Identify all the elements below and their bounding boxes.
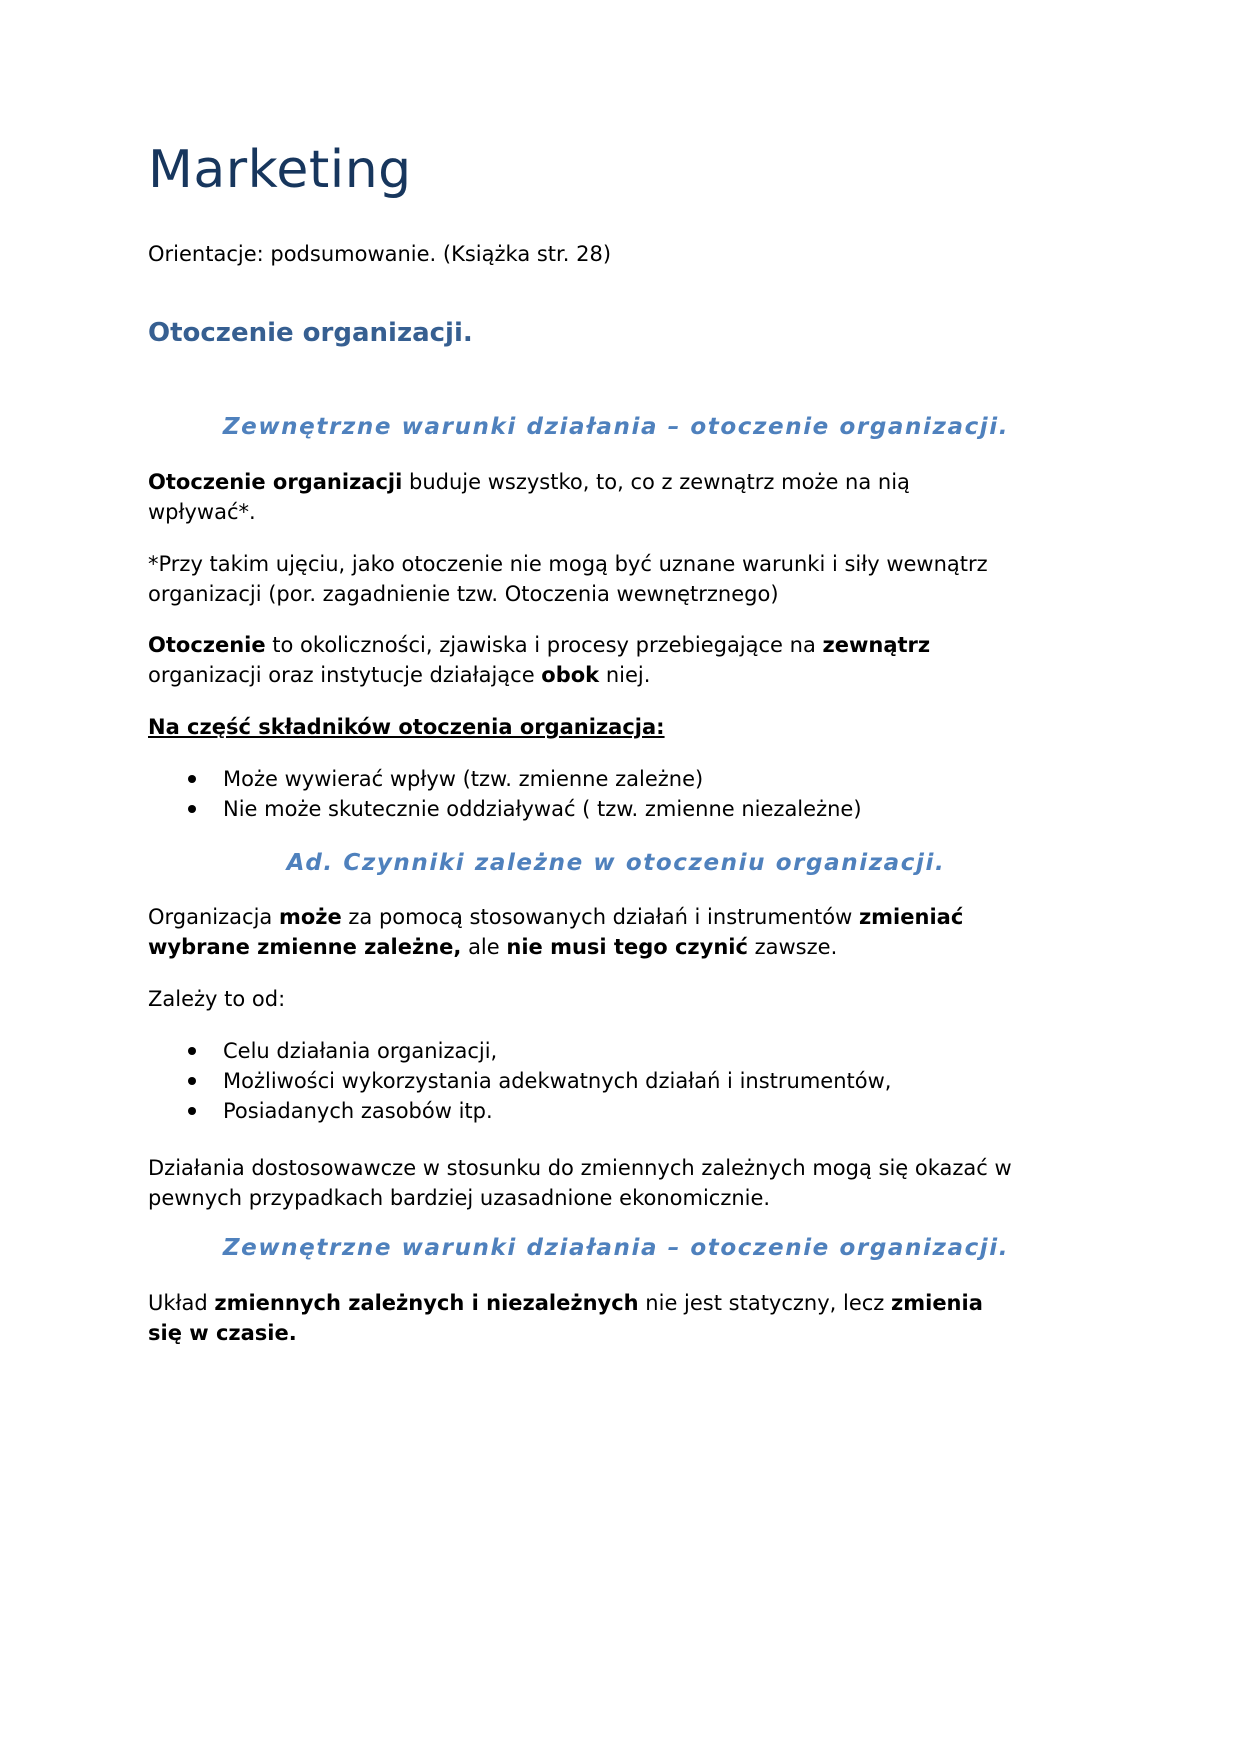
paragraph-note: *Przy takim ujęciu, jako otoczenie nie mogą być uznane warunki i siły wewnątrz organizacji (por. zagadnienie tzw. Otoczenia wewnętrznego) xyxy=(148,552,988,606)
section-heading: Otoczenie organizacji. xyxy=(148,318,473,348)
bullet-icon xyxy=(188,1107,196,1115)
document-title: Marketing xyxy=(148,140,412,200)
list-heading: Na część składników otoczenia organizacja: xyxy=(148,715,665,739)
bullet-icon xyxy=(188,1077,196,1085)
list-item: Celu działania organizacji, xyxy=(148,1036,891,1066)
list-item: Nie może skutecznie oddziaływać ( tzw. zmienne niezależne) xyxy=(148,794,862,824)
bullet-icon xyxy=(188,1047,196,1055)
bullet-list-influence xyxy=(148,764,862,824)
subheading-external-conditions: Zewnętrzne warunki działania – otoczenie organizacji. xyxy=(222,414,1010,440)
bullet-list-depends-on xyxy=(148,1036,891,1126)
paragraph-depends: Zależy to od: xyxy=(148,987,286,1011)
paragraph-adaptive-actions: Działania dostosowawcze w stosunku do zmiennych zależnych mogą się okazać w pewnych przypadkach bardziej uzasadnione ekonomicznie. xyxy=(148,1156,1012,1210)
paragraph-variables: Układ zmiennych zależnych i niezależnych nie jest statyczny, lecz zmienia się w czasie. xyxy=(148,1291,983,1345)
list-item: Możliwości wykorzystania adekwatnych działań i instrumentów, xyxy=(148,1066,891,1096)
subheading-external-conditions-2: Zewnętrzne warunki działania – otoczenie organizacji. xyxy=(222,1235,1010,1261)
bullet-icon xyxy=(188,775,196,783)
subheading-dependent-factors: Ad. Czynniki zależne w otoczeniu organizacji. xyxy=(286,850,946,876)
paragraph-environment: Otoczenie to okoliczności, zjawiska i procesy przebiegające na zewnątrz organizacji oraz instytucje działające obok niej. xyxy=(148,633,931,687)
list-item: Może wywierać wpływ (tzw. zmienne zależne) xyxy=(148,764,862,794)
paragraph-organization: Organizacja może za pomocą stosowanych działań i instrumentów zmieniać wybrane zmienne zależne, ale nie musi tego czynić zawsze. xyxy=(148,905,964,959)
list-item: Posiadanych zasobów itp. xyxy=(148,1096,891,1126)
intro-text: Orientacje: podsumowanie. (Książka str. 28) xyxy=(148,242,612,266)
bullet-icon xyxy=(188,805,196,813)
bold-term: Otoczenie organizacji xyxy=(148,470,403,494)
paragraph-definition: Otoczenie organizacji buduje wszystko, to, co z zewnątrz może na nią wpływać*. xyxy=(148,470,910,524)
